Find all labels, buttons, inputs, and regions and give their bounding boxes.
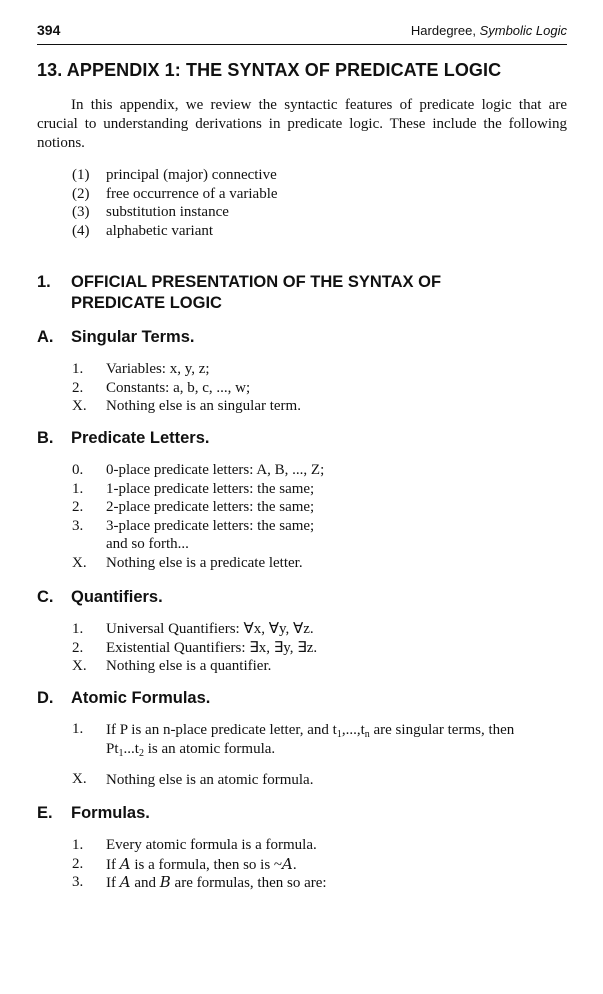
list-item: 2. 2-place predicate letters: the same; (72, 499, 315, 516)
list-item-number: X. (72, 771, 87, 787)
script-letter-a: A (119, 873, 131, 892)
intro-paragraph: In this appendix, we review the syntactic features of predicate logic that are crucial to understanding derivations in predicate logic. These include the following notions. (37, 97, 567, 151)
list-item: X. Nothing else is an singular term. (72, 398, 301, 415)
atomic-formula-definition: If P is an n-place predicate letter, and $t_1,...,t_n$ are singular terms, then $Pt_1...t_2$ is an atomic formula. (106, 722, 515, 759)
notions-list (0, 166, 603, 240)
predicate-letters-list (0, 461, 603, 573)
chapter-title: 13. APPENDIX 1: THE SYNTAX OF PREDICATE LOGIC (37, 60, 502, 80)
page-number: 394 (37, 22, 61, 38)
list-item: 2. Existential Quantifiers: ∃x, ∃y, ∃z. (72, 639, 318, 656)
script-letter-a: A (119, 854, 131, 873)
list-item: 0. 0-place predicate letters: A, B, ..., Z; (72, 462, 325, 478)
list-item: 1. Variables: x, y, z; (72, 361, 210, 377)
list-item: X. Nothing else is a predicate letter. (72, 554, 303, 571)
list-item-number: 1. (72, 721, 84, 737)
list-item: 2. If A is a formula, then so is ~A. (72, 854, 297, 873)
formulas-list (0, 836, 603, 892)
list-item: 3. If A and B are formulas, then so are: (72, 873, 327, 892)
list-item: X. Nothing else is a quantifier. (72, 658, 272, 675)
singular-terms-list (0, 360, 603, 416)
quantifiers-list (0, 620, 603, 676)
running-title: Hardegree, Symbolic Logic (410, 23, 567, 38)
list-item: 3. 3-place predicate letters: the same; (72, 517, 315, 534)
list-item: 2. Constants: a, b, c, ..., w; (72, 379, 251, 396)
list-item: Nothing else is an atomic formula. (106, 772, 314, 788)
list-item: 1. Universal Quantifiers: ∀x, ∀y, ∀z. (72, 621, 314, 637)
list-item: (4) alphabetic variant (72, 222, 214, 239)
script-letter-a: A (282, 854, 293, 873)
list-item: 1. Every atomic formula is a formula. (72, 837, 317, 853)
list-item: (3) substitution instance (72, 204, 229, 221)
list-item: (2) free occurrence of a variable (72, 185, 278, 202)
script-letter-b: B (159, 873, 171, 892)
list-item: and so forth... (106, 536, 189, 553)
list-item: 1. 1-place predicate letters: the same; (72, 480, 315, 497)
list-item: (1) principal (major) connective (72, 167, 277, 183)
book-title: Symbolic Logic (479, 23, 567, 38)
running-header (37, 22, 567, 45)
negation-symbol: ~ (273, 856, 283, 873)
